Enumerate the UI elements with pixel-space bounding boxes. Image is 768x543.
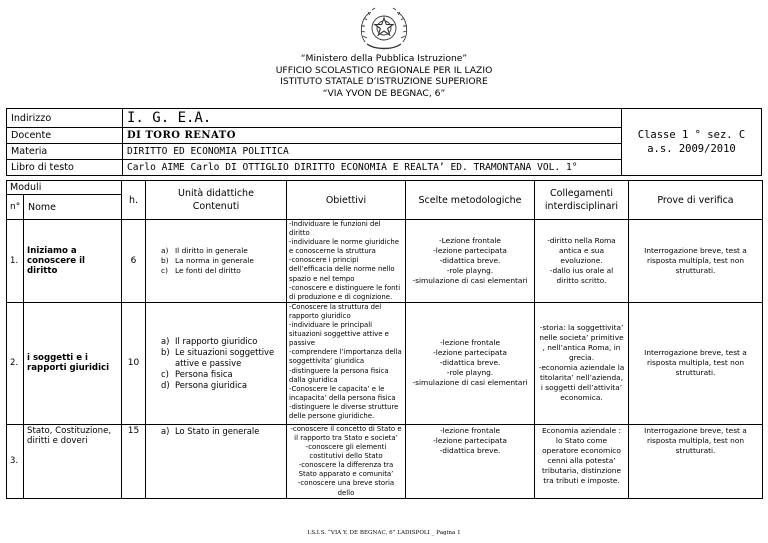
class-label: Classe 1 ° sez. C bbox=[637, 129, 746, 141]
links-header-line2: interdisciplinari bbox=[544, 201, 619, 212]
contents-header-line2: Contenuti bbox=[192, 201, 240, 212]
course-info-table bbox=[6, 108, 762, 176]
header-office: UFFICIO SCOLASTICO REGIONALE PER IL LAZIO bbox=[275, 64, 493, 76]
item-text: Lo Stato in generale bbox=[175, 425, 260, 436]
module-name: i soggetti e i rapporti giuridici bbox=[24, 302, 122, 424]
module-name: Stato, Costituzione, diritti e doveri bbox=[24, 424, 122, 498]
materia-value: DIRITTO ED ECONOMIA POLITICA bbox=[123, 144, 622, 160]
item-letter: a) bbox=[161, 335, 170, 346]
class-year-cell bbox=[622, 109, 762, 176]
item-text: Le fonti del diritto bbox=[175, 265, 241, 275]
methods-header: Scelte metodologiche bbox=[406, 181, 535, 220]
module-methods: -lezione frontale -lezione partecipata -didattica breve. -role playng. -simulazione di casi elementari bbox=[406, 302, 535, 424]
number-header: n° bbox=[7, 195, 24, 220]
item-letter: d) bbox=[161, 379, 170, 390]
item-letter: a) bbox=[161, 245, 169, 255]
list-item bbox=[161, 266, 283, 276]
module-objectives: -Individuare le funzioni del diritto -individuare le norme giuridiche e conoscerne la struttura -conoscere i principi dell’efficacia delle norme nello spazio e nel tempo -conoscere e distinguere le fonti di produzione e di cognizione. bbox=[287, 220, 406, 303]
contents-header-line1: Unità didattiche bbox=[178, 188, 254, 199]
module-hours: 10 bbox=[122, 302, 146, 424]
item-text: Persona giuridica bbox=[175, 379, 248, 390]
list-item bbox=[161, 347, 283, 369]
modules-table bbox=[6, 180, 763, 499]
materia-label: Materia bbox=[7, 144, 123, 160]
docente-label: Docente bbox=[7, 128, 123, 144]
item-letter: b) bbox=[161, 346, 170, 357]
docente-value: DI TORO RENATO bbox=[123, 128, 622, 144]
school-year: a.s. 2009/2010 bbox=[647, 143, 736, 155]
module-assessment: Interrogazione breve, test a risposta multipla, test non strutturati. bbox=[629, 424, 763, 498]
assessment-header: Prove di verifica bbox=[629, 181, 763, 220]
table-row bbox=[7, 220, 763, 303]
module-contents bbox=[146, 302, 287, 424]
item-text: Il diritto in generale bbox=[175, 245, 248, 255]
table-row bbox=[7, 302, 763, 424]
item-letter: b) bbox=[161, 255, 169, 265]
list-item bbox=[161, 369, 283, 380]
school-header bbox=[0, 53, 768, 99]
module-number: 2. bbox=[7, 302, 24, 424]
moduli-header: Moduli bbox=[7, 181, 122, 195]
list-item bbox=[161, 246, 283, 256]
contents-header bbox=[146, 181, 287, 220]
item-letter: c) bbox=[161, 265, 168, 275]
module-objectives: -Conoscere la struttura del rapporto giuridico -individuare le principali situazioni soggettive attive e passive -comprendere l’importanza della soggettivita’ giuridica -distinguere la persona fisica dalla giuridica -Conoscere le capacita’ e le incapacita’ della persona fisica -distinguere le diverse strutture delle persone giuridiche. bbox=[287, 302, 406, 424]
libro-value: Carlo AIME Carlo DI OTTIGLIO DIRITTO ECONOMIA E REALTA’ ED. TRAMONTANA VOL. 1° bbox=[123, 160, 622, 176]
libro-label: Libro di testo bbox=[7, 160, 123, 176]
module-links: -storia: la soggettivita’ nelle societa’ primitive , nell’antica Roma, in grecia. -economia aziendale la titolarita’ nell’azienda, i soggetti dell’attivita’ economica. bbox=[535, 302, 629, 424]
list-item bbox=[161, 426, 283, 437]
module-contents bbox=[146, 220, 287, 303]
list-item bbox=[161, 380, 283, 391]
name-header: Nome bbox=[24, 195, 122, 220]
header-ministry: “Ministero della Pubblica Istruzione” bbox=[300, 53, 468, 64]
page-footer: I.S.I.S. “VIA Y. DE BEGNAC, 6” LADISPOLI _ Pagina 1 bbox=[307, 530, 461, 536]
item-text: Le situazioni soggettive attive e passive bbox=[175, 346, 275, 368]
header-institute: ISTITUTO STATALE D’ISTRUZIONE SUPERIORE bbox=[280, 76, 488, 88]
module-number: 1. bbox=[7, 220, 24, 303]
links-header bbox=[535, 181, 629, 220]
module-contents bbox=[146, 424, 287, 498]
module-hours: 15 bbox=[122, 424, 146, 498]
module-methods: -lezione frontale -lezione partecipata -didattica breve. bbox=[406, 424, 535, 498]
module-assessment: Interrogazione breve, test a risposta multipla, test non strutturati. bbox=[629, 302, 763, 424]
hours-header: h. bbox=[122, 181, 146, 220]
module-hours: 6 bbox=[122, 220, 146, 303]
links-header-line1: Collegamenti bbox=[550, 188, 613, 199]
objectives-header: Obiettivi bbox=[287, 181, 406, 220]
item-letter: a) bbox=[161, 425, 170, 436]
module-assessment: Interrogazione breve, test a risposta multipla, test non strutturati. bbox=[629, 220, 763, 303]
item-letter: c) bbox=[161, 368, 169, 379]
module-links: -diritto nella Roma antica e sua evoluzione. -dallo ius orale al diritto scritto. bbox=[535, 220, 629, 303]
header-address: “VIA YVON DE BEGNAC, 6” bbox=[322, 87, 446, 99]
module-number: 3. bbox=[7, 424, 24, 498]
module-methods: -Lezione frontale -lezione partecipata -didattica breve. -role playng. -simulazione di casi elementari bbox=[406, 220, 535, 303]
item-text: Persona fisica bbox=[175, 368, 233, 379]
item-text: La norma in generale bbox=[175, 255, 254, 265]
table-row bbox=[7, 424, 763, 498]
module-name: Iniziamo a conoscere il diritto bbox=[24, 220, 122, 303]
module-links: Economia aziendale : lo Stato come operatore economico cenni alla potesta’ tributaria, distinzione tra tributi e imposte. bbox=[535, 424, 629, 498]
indirizzo-value: I. G. E.A. bbox=[123, 109, 622, 128]
indirizzo-label: Indirizzo bbox=[7, 109, 123, 128]
list-item bbox=[161, 336, 283, 347]
republic-emblem-icon bbox=[355, 4, 413, 52]
list-item bbox=[161, 256, 283, 266]
module-objectives: -conoscere il concetto di Stato e il rapporto tra Stato e societa’ -conoscere gli elementi costitutivi dello Stato -conoscere la differenza tra Stato apparato e comunita’ -conoscere una breve storia dello bbox=[287, 424, 406, 498]
item-text: Il rapporto giuridico bbox=[175, 335, 258, 346]
